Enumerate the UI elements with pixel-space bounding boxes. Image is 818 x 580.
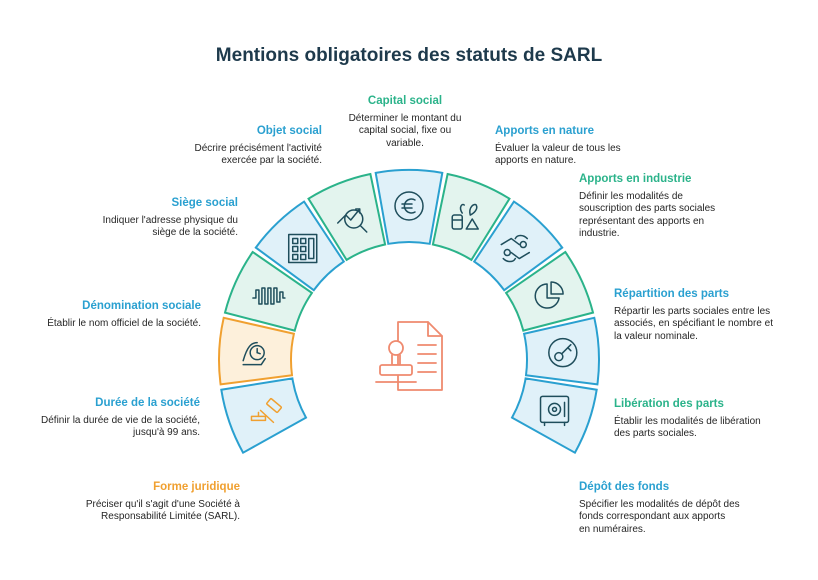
title-apports-nature: Apports en nature: [495, 125, 595, 137]
desc-repartition-3: la valeur nominale.: [614, 330, 698, 342]
label-objet: [150, 125, 322, 168]
title-siege: Siège social: [171, 197, 238, 209]
desc-duree-2: jusqu'à 99 ans.: [133, 427, 200, 438]
title-denomination: Dénomination sociale: [82, 300, 201, 312]
desc-repartition-1: Répartir les parts sociales entre les: [614, 305, 771, 317]
desc-forme-2: Responsabilité Limitée (SARL).: [101, 511, 240, 522]
label-liberation: [614, 398, 804, 441]
title-repartition: Répartition des parts: [614, 288, 730, 300]
title-depot: Dépôt des fonds: [579, 481, 670, 493]
desc-apports-nature-1: Évaluer la valeur de tous les: [495, 142, 621, 154]
desc-depot-1: Spécifier les modalités de dépôt des: [579, 498, 740, 510]
title-apports-industrie: Apports en industrie: [579, 173, 692, 185]
label-siege: [60, 197, 238, 240]
title-capital: Capital social: [367, 95, 443, 107]
desc-capital-2: capital social, fixe ou: [358, 125, 452, 136]
label-denomination: [10, 300, 201, 330]
desc-objet-1: Décrire précisément l'activité: [194, 142, 322, 154]
desc-liberation-2: des parts sociales.: [614, 428, 697, 439]
label-apports-industrie: [579, 173, 759, 241]
desc-depot-2: fonds correspondant aux apports: [579, 511, 726, 522]
desc-apports-industrie-1: Définir les modalités de: [579, 190, 683, 202]
desc-denomination-1: Établir le nom officiel de la société.: [47, 317, 201, 329]
title-duree: Durée de la société: [95, 397, 200, 409]
title-objet: Objet social: [256, 125, 322, 137]
desc-apports-industrie-3: représentant des apports en: [579, 215, 705, 227]
diagram-title: Mentions obligatoires des statuts de SARL: [215, 45, 603, 66]
desc-capital-3: variable.: [386, 137, 424, 149]
segment-forme: [221, 378, 306, 452]
document-stamp-icon: [376, 322, 442, 390]
desc-repartition-2: associés, en spécifiant le nombre et: [614, 318, 773, 329]
desc-siege-1: Indiquer l'adresse physique du: [102, 214, 238, 226]
desc-forme-1: Préciser qu'il s'agit d'une Société à: [85, 498, 240, 510]
label-forme: [40, 481, 240, 524]
desc-capital-1: Déterminer le montant du: [348, 112, 462, 124]
segment-capital: [376, 170, 443, 244]
label-apports-nature: [495, 125, 675, 168]
label-repartition: [614, 288, 814, 343]
label-capital: [330, 95, 480, 150]
title-forme: Forme juridique: [153, 481, 240, 493]
desc-duree-1: Définir la durée de vie de la société,: [41, 414, 200, 426]
desc-siege-2: siège de la société.: [152, 227, 238, 238]
label-depot: [579, 481, 769, 536]
desc-objet-2: exercée par la société.: [221, 155, 322, 166]
desc-depot-3: en numéraires.: [579, 523, 646, 535]
desc-apports-industrie-2: souscription des parts sociales: [579, 203, 716, 214]
desc-liberation-1: Établir les modalités de libération: [614, 415, 761, 427]
desc-apports-industrie-4: industrie.: [579, 228, 620, 239]
label-duree: [10, 397, 200, 440]
title-liberation: Libération des parts: [614, 398, 724, 410]
desc-apports-nature-2: apports en nature.: [495, 155, 577, 166]
